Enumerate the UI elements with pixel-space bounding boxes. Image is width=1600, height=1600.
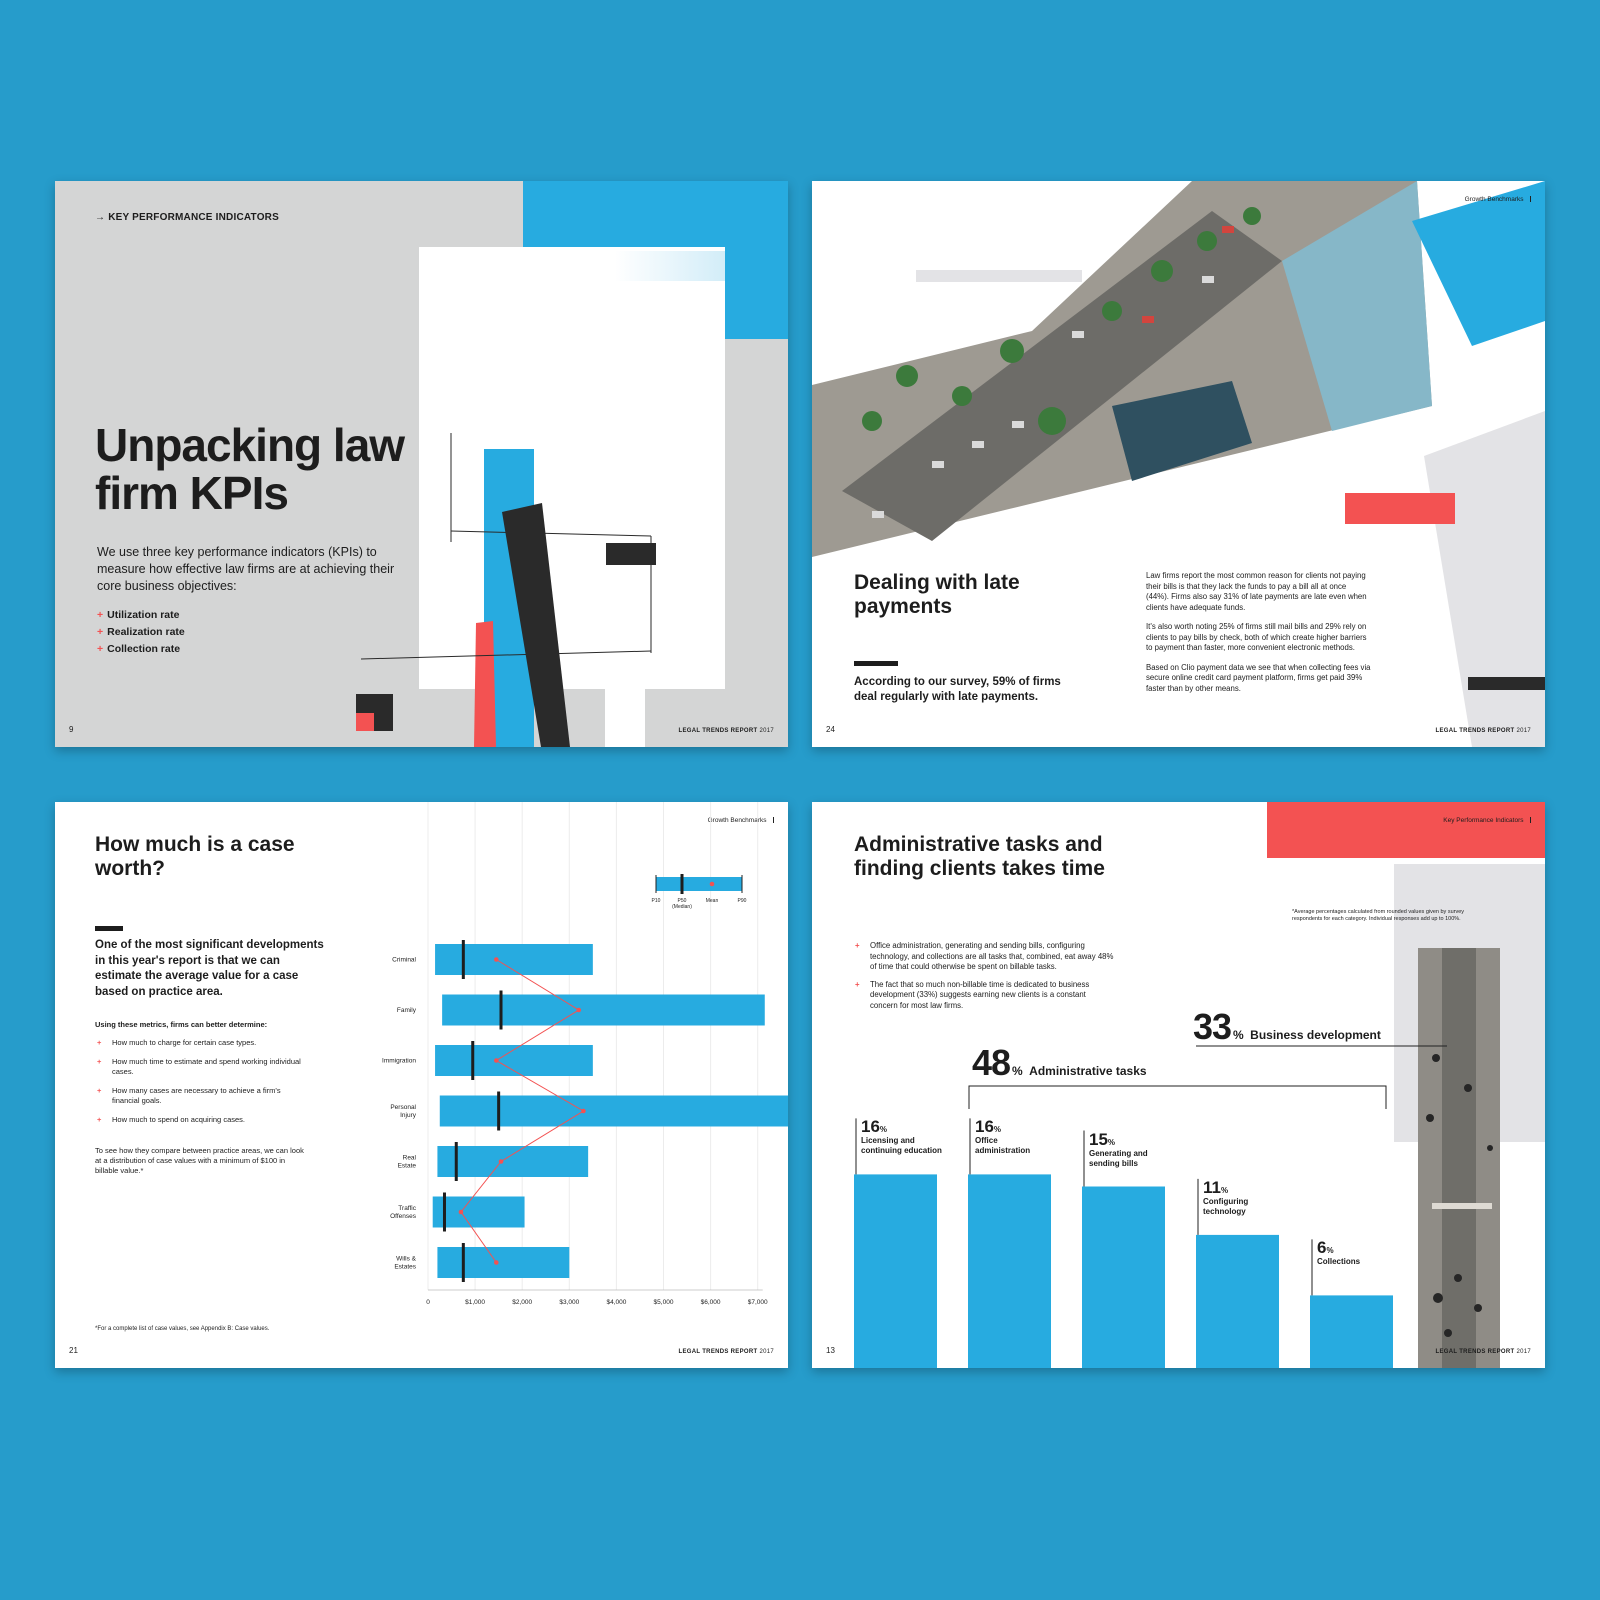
list-item: + Collection rate <box>97 643 181 655</box>
plus-icon: + <box>97 643 104 655</box>
list-item: + The fact that so much non-billable time is dedicated to business development (33%) suggests earning new clients is a constant concern for most law firms. <box>855 979 1090 1010</box>
mean-point <box>576 1008 581 1013</box>
bar-category: administration <box>975 1146 1031 1156</box>
bar-category: sending bills <box>1089 1158 1138 1168</box>
x-tick-label: $1,000 <box>465 1299 486 1306</box>
mean-point <box>494 1260 499 1265</box>
page-late-payments <box>812 181 1545 747</box>
task-bar <box>1082 1187 1165 1369</box>
bar-value: 15 <box>1089 1129 1108 1149</box>
median-marker <box>471 1041 474 1080</box>
median-marker <box>462 940 465 979</box>
mean-point <box>499 1159 504 1164</box>
median-marker <box>443 1193 446 1232</box>
page-number: 21 <box>69 1346 78 1355</box>
category-label: Real <box>402 1154 416 1162</box>
pull-quote: According to our survey, 59% of firms deal regularly with late payments. <box>854 676 1061 703</box>
page-admin-tasks <box>812 802 1545 1368</box>
legend-mean <box>710 882 715 887</box>
bar-category: Licensing and <box>861 1136 915 1146</box>
case-value-chart <box>55 802 788 1368</box>
legend-median <box>681 874 684 894</box>
legend-label: Mean <box>705 898 719 904</box>
list-item: + Office administration, generating and sending bills, configuring technology, and collections are all tasks that, combined, eat away 48% of time that could otherwise be spent on billable tasks. <box>855 941 1114 971</box>
page-number: 9 <box>69 725 74 734</box>
section-label: → KEY PERFORMANCE INDICATORS <box>95 212 279 223</box>
mean-point <box>581 1109 586 1114</box>
x-tick-label: $6,000 <box>700 1299 721 1306</box>
bar-value-label <box>861 1118 956 1156</box>
task-bar <box>1310 1295 1393 1368</box>
legend-label: P50 <box>677 898 687 904</box>
list-item: + How much time to estimate and spend working individual cases. <box>97 1057 301 1076</box>
bar-value: 16 <box>975 1117 994 1137</box>
category-label: Criminal <box>392 956 416 964</box>
x-tick-label: $4,000 <box>606 1299 627 1306</box>
x-tick-label: $3,000 <box>559 1299 580 1306</box>
task-bar <box>1196 1235 1279 1368</box>
mean-point <box>494 1058 499 1063</box>
page-title: Administrative tasks and finding clients takes time <box>854 833 1105 880</box>
footer-brand: LEGAL TRENDS REPORT 2017 <box>678 1349 774 1355</box>
bar-unit: % <box>993 1125 1002 1135</box>
arrow-right-icon: → <box>95 212 109 223</box>
list-item: + Utilization rate <box>97 609 180 621</box>
section-tag: Growth Benchmarks <box>1465 196 1531 203</box>
bar-value-label <box>1317 1239 1412 1267</box>
range-bar <box>433 1197 525 1228</box>
list-item: + How much to spend on acquiring cases. <box>97 1115 245 1124</box>
plus-icon: + <box>855 979 860 989</box>
legend-label: P10 <box>651 898 661 904</box>
median-marker <box>462 1243 465 1282</box>
bizdev-total-label: 33 % Business development <box>1193 1006 1381 1047</box>
page-title: How much is a case worth? <box>95 833 295 880</box>
bar-value-label <box>975 1118 1070 1156</box>
bar-unit: % <box>1107 1137 1116 1147</box>
page-kpis <box>55 181 788 747</box>
plus-icon: + <box>855 941 860 950</box>
note-text: To see how they compare between practice areas, we can look at a distribution of case values with a minimum of $100 in billable value.* <box>95 1146 304 1175</box>
x-tick-label: $5,000 <box>653 1299 674 1306</box>
bar-category: Office <box>975 1136 998 1146</box>
paragraph: Based on Clio payment data we see that when collecting fees via secure online credit card payment platform, firms get paid 39% faster than by other means. <box>1146 662 1371 693</box>
median-marker <box>500 991 503 1030</box>
category-label: Estates <box>394 1263 416 1271</box>
task-bar <box>854 1174 937 1368</box>
mean-point <box>494 957 499 962</box>
range-bar <box>440 1096 788 1127</box>
category-label: Wills & <box>396 1255 416 1263</box>
section-tag: Growth Benchmarks <box>708 817 774 824</box>
paragraph: It's also worth noting 25% of firms still mail bills and 29% rely on clients to pay bills by check, both of which create higher barriers to payment than faster, more convenient electronic methods. <box>1146 622 1367 652</box>
median-marker <box>497 1092 500 1131</box>
range-bar <box>442 995 765 1026</box>
bar-category: technology <box>1203 1206 1246 1216</box>
category-label: Traffic <box>398 1205 416 1212</box>
task-bar-chart <box>812 802 1545 1368</box>
list-item: + How much to charge for certain case types. <box>97 1038 257 1047</box>
category-label: Estate <box>397 1162 416 1170</box>
category-label: Immigration <box>382 1057 416 1065</box>
footnote: *Average percentages calculated from rounded values given by survey respondents for each category. Individual responses add up to 100%. <box>1292 909 1465 922</box>
range-bar <box>437 1247 569 1278</box>
bar-category: Generating and <box>1089 1148 1148 1158</box>
admin-total-label: 48 % Administrative tasks <box>972 1042 1147 1083</box>
median-marker <box>455 1142 458 1181</box>
mean-point <box>459 1210 464 1215</box>
bar-value: 6 <box>1317 1238 1327 1258</box>
plus-icon: + <box>97 1115 102 1124</box>
page-case-worth <box>55 802 788 1368</box>
legend-bar <box>656 877 742 891</box>
list-item: + Realization rate <box>97 626 185 638</box>
divider <box>854 661 898 666</box>
page-title: Dealing with late payments <box>854 571 1020 618</box>
plus-icon: + <box>97 1086 102 1095</box>
list-item: + How many cases are necessary to achieve a firm's financial goals. <box>97 1086 281 1105</box>
intro-text: We use three key performance indicators (KPIs) to measure how effective law firms are at achieving their core business objectives: <box>97 545 395 593</box>
plus-icon: + <box>97 609 104 621</box>
bar-value: 11 <box>1203 1177 1221 1197</box>
page-number: 13 <box>826 1346 835 1355</box>
bar-value-label <box>1203 1179 1298 1217</box>
footnote: *For a complete list of case values, see Appendix B: Case values. <box>95 1326 270 1332</box>
footer-brand: LEGAL TRENDS REPORT 2017 <box>1435 1349 1531 1355</box>
plus-icon: + <box>97 626 104 638</box>
body-text <box>1146 571 1371 703</box>
range-bar <box>437 1146 588 1177</box>
lead-text: One of the most significant developments in this year's report is that we can estimate the average value for a case based on practice area. <box>95 939 324 998</box>
bar-category: continuing education <box>861 1146 942 1156</box>
category-label: Family <box>396 1007 416 1014</box>
bar-unit: % <box>1220 1185 1229 1195</box>
bar-category: Collections <box>1317 1257 1361 1267</box>
page-title: Unpacking law firm KPIs <box>95 419 405 519</box>
bar-unit: % <box>879 1125 888 1135</box>
page-number: 24 <box>826 725 835 734</box>
legend-label: P90 <box>737 898 747 904</box>
subhead: Using these metrics, firms can better determine: <box>95 1020 268 1029</box>
plus-icon: + <box>97 1038 102 1047</box>
plus-icon: + <box>97 1057 102 1066</box>
paragraph: Law firms report the most common reason for clients not paying their bills is that they lack the funds to pay a bill all at once (44%). Firms also say 31% of late payments are late even when clients have adequate funds. <box>1146 571 1367 612</box>
x-tick-label: $7,000 <box>747 1299 768 1306</box>
category-label: Personal <box>390 1104 416 1111</box>
section-tag: Key Performance Indicators <box>1443 817 1531 824</box>
kpi-list <box>97 607 185 658</box>
bar-unit: % <box>1326 1246 1334 1256</box>
x-tick-label: 0 <box>426 1299 430 1306</box>
x-tick-label: $2,000 <box>512 1299 533 1306</box>
footer-brand: LEGAL TRENDS REPORT 2017 <box>678 728 774 734</box>
category-label: Injury <box>400 1112 416 1119</box>
task-bar <box>968 1174 1051 1368</box>
bar-category: Configuring <box>1203 1196 1249 1206</box>
bar-value-label <box>1089 1131 1184 1169</box>
category-label: Offenses <box>390 1213 416 1220</box>
legend-label: (Median) <box>672 904 692 910</box>
footer-brand: LEGAL TRENDS REPORT 2017 <box>1435 728 1531 734</box>
bar-value: 16 <box>861 1117 880 1137</box>
